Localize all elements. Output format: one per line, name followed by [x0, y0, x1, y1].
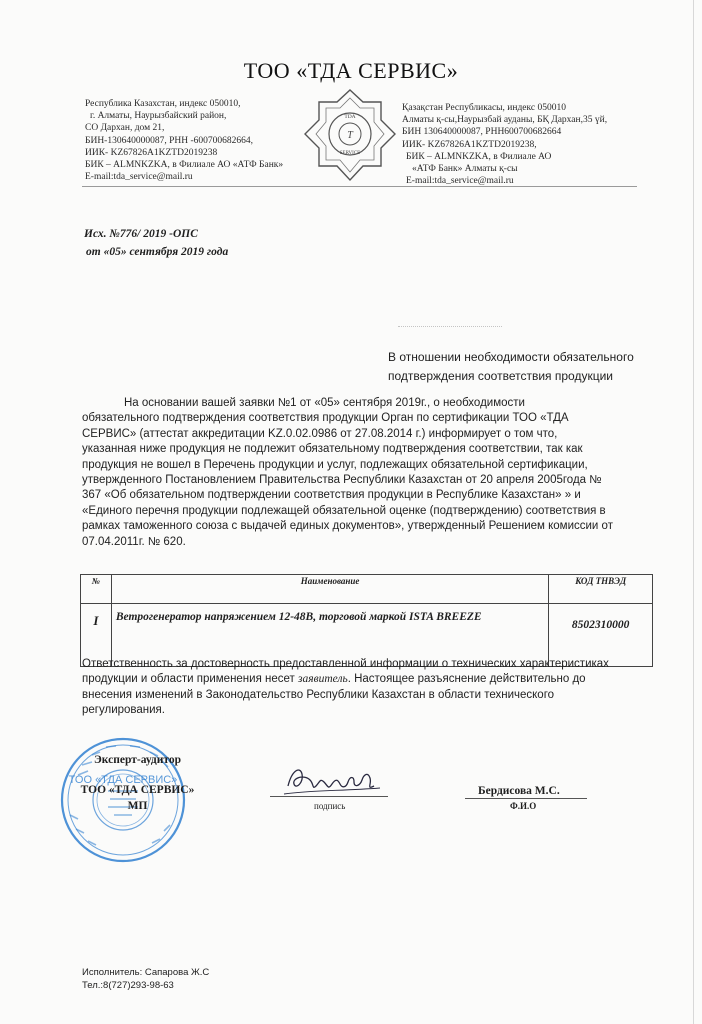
- body-line: рамках таможенного союза с выдачей единых документов», утвержденный Решением комиссии от: [82, 520, 613, 533]
- address-left-line: Республика Казахстан, индекс 050010,: [85, 99, 241, 109]
- signatory-role: Эксперт-аудитор: [94, 754, 181, 766]
- letter-body: [82, 396, 652, 550]
- signatory-org: ТОО «ТДА СЕРВИС»: [80, 784, 195, 796]
- address-right-line: «АТФ Банк» Алматы қ-сы: [412, 164, 518, 175]
- note-applicant: заявитель: [298, 673, 348, 686]
- body-line: СЕРВИС» (аттестат аккредитации KZ.0.02.0986 от 27.08.2014 г.) информирует о том что,: [82, 427, 558, 440]
- body-line: 367 «Об обязательном подтверждении соответствия продукции в Республике Казахстан» » и: [82, 489, 581, 502]
- row-tnved-code: 8502310000: [549, 604, 653, 667]
- row-product-name: Ветрогенератор напряжением 12-48В, торговой маркой ISTA BREEZE: [111, 604, 549, 667]
- letter-subject: [388, 348, 634, 386]
- signature-caption: подпись: [314, 801, 346, 811]
- name-caption: Ф.И.О: [510, 801, 537, 811]
- reference-number: Исх. №776/ 2019 -ОПС: [84, 228, 198, 240]
- addressee-line: [398, 326, 502, 327]
- name-line: [465, 798, 587, 799]
- row-number: I: [81, 604, 112, 667]
- body-line: «Единого перечня продукции подлежащей обязательной оценке (подтверждению) соответствия в: [82, 504, 606, 517]
- subject-line: В отношении необходимости обязательного: [388, 350, 634, 364]
- note-text: продукции и области применения несет: [82, 673, 295, 686]
- company-title: ТОО «ТДА СЕРВИС»: [243, 58, 459, 83]
- note-line: Ответственность за достоверность предоставленной информации о технических характеристиках: [82, 658, 609, 670]
- address-left-line: E-mail:tda_service@mail.ru: [85, 172, 193, 183]
- body-line: продукция не вошел в Перечень продукции и услуг, подлежащих обязательной сертификации,: [82, 458, 588, 471]
- seal-label: МП: [127, 800, 148, 812]
- address-left-line: СО Дархан, дом 21,: [85, 123, 165, 134]
- address-right-line: Алматы қ-сы,Наурызбай ауданы, БҚ Дархан,35 үй,: [402, 115, 608, 126]
- subject-line: подтверждения соответствия продукции: [388, 369, 613, 383]
- reference-date: от «05» сентября 2019 года: [86, 246, 229, 258]
- note-line: внесения изменений в Законодательство Республики Казахстан в области технического: [82, 688, 555, 701]
- signatory-name: Бердисова М.С.: [478, 785, 560, 797]
- body-line: На основании вашей заявки №1 от «05» сентября 2019г., о необходимости: [124, 397, 525, 409]
- body-line: утвержденного Постановлением Правительства Республики Казахстан от 20 апреля 2005года №: [82, 474, 602, 487]
- address-right-line: ИИК- KZ67826A1KZTD2019238,: [402, 139, 537, 150]
- address-left-line: ИИК- KZ67826A1KZTD2019238: [85, 147, 218, 158]
- company-logo: [300, 88, 400, 184]
- executor-footer: [82, 966, 209, 992]
- address-right-line: БИН 130640000087, РНН600700682664: [402, 127, 562, 138]
- body-line: обязательного подтверждения соответствия продукции Орган по сертификации ТОО «ТДА: [82, 412, 569, 425]
- note-text: . Настоящее разъяснение действительно до: [347, 673, 586, 686]
- outgoing-reference: [84, 225, 228, 261]
- header-divider: [82, 186, 637, 187]
- table-header-row: [81, 575, 653, 604]
- signatory-block: [70, 752, 205, 814]
- executor-phone: Тел.:8(727)293-98-63: [82, 980, 174, 991]
- logo-text-bottom: SERVICE: [339, 151, 361, 156]
- header-code: КОД ТНВЭД: [549, 575, 653, 604]
- note-line: [82, 672, 657, 687]
- address-right-line: БИК – ALMNKZKA, в Филиале АО: [406, 151, 552, 162]
- body-line: указанная ниже продукция не подлежит обязательному подтверждения соответствии, так как: [82, 443, 583, 456]
- address-left-line: БИК – ALMNKZKA, в Филиале АО «АТФ Банк»: [85, 160, 284, 171]
- responsibility-note: [82, 657, 657, 719]
- address-right-line: E-mail:tda_service@mail.ru: [406, 176, 514, 187]
- header-name: Наименование: [111, 575, 549, 604]
- address-left: [85, 98, 283, 183]
- signature-line: [270, 796, 388, 797]
- executor-name: Исполнитель: Сапарова Ж.С: [82, 967, 210, 978]
- address-right-line: Қазақстан Республикасы, индекс 050010: [402, 103, 566, 113]
- products-table: [80, 574, 653, 667]
- seal-org-text: ТОО «ТДА СЕРВИС»: [68, 774, 178, 786]
- address-left-line: г. Алматы, Наурызбайский район,: [90, 111, 227, 122]
- note-line: регулирования.: [82, 704, 165, 717]
- svg-text:T: T: [347, 130, 353, 141]
- address-right: [402, 102, 607, 187]
- handwritten-signature: [282, 760, 382, 800]
- page-edge: [693, 0, 694, 1024]
- body-line: 07.04.2011г. № 620.: [82, 535, 186, 548]
- logo-text-top: TDA: [344, 114, 356, 120]
- header-number: №: [81, 575, 112, 604]
- address-left-line: БИН-130640000087, РНН -600700682664,: [85, 135, 254, 146]
